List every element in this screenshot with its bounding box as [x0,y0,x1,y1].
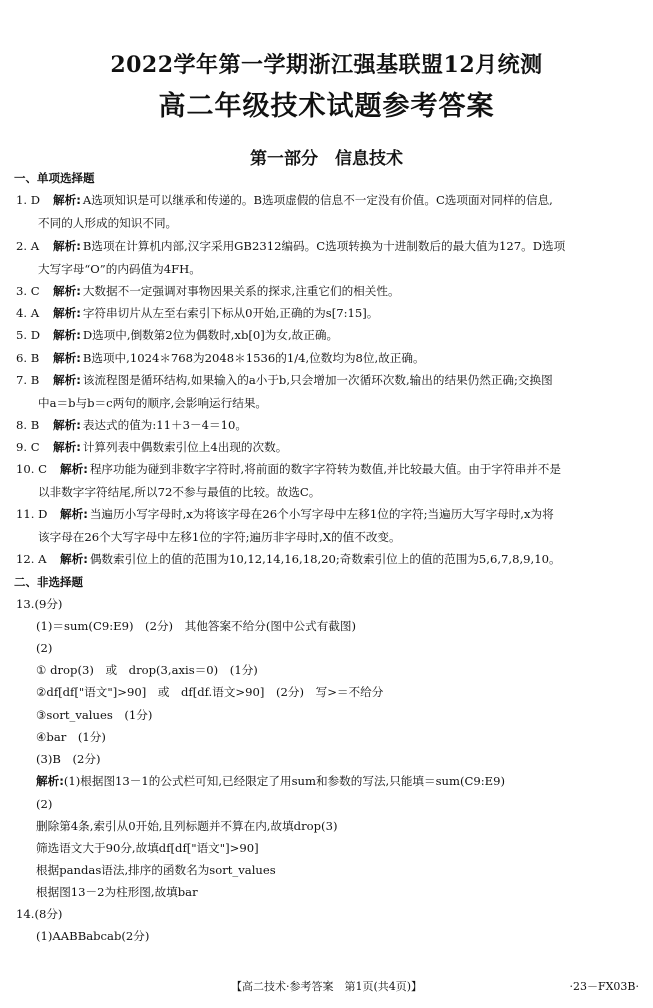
answer-text: (1)＝sum(C9:E9) (2分) 其他答案不给分(图中公式有截图) [36,619,357,633]
answer-text: 根据pandas语法,排序的函数名为sort_values [36,863,276,877]
answer-line [16,440,287,454]
answer-line [38,216,177,230]
answer-line [36,708,152,722]
answer-line [38,396,267,410]
answer-line [36,685,383,699]
explanation-label: 解析: [53,373,81,387]
answer-line [36,641,52,655]
explanation-text: 大写字母“O”的内码值为4FH。 [38,262,201,276]
question-number: 5. D [16,328,41,342]
answer-text: 删除第4条,索引从0开始,且列标题并不算在内,故填drop(3) [36,819,338,833]
answer-line [38,530,401,544]
question-number: 2. A [16,239,40,253]
question-number: 6. B [16,351,40,365]
answer-line [36,819,337,833]
section-title: 第一部分 信息技术 [250,149,403,169]
question-number: 12. A [16,552,47,566]
explanation-text: 表达式的值为:11＋3－4＝10。 [82,418,247,432]
answer-line [36,797,52,811]
explanation-label: 解析: [53,440,81,454]
answer-text: (3)B (2分) [36,752,101,766]
question-number: 7. B [16,373,40,387]
answer-line [16,507,554,521]
exam-subtitle: 高二年级技术试题参考答案 [158,91,495,122]
explanation-label: 解析: [53,351,81,365]
explanation-text: 字符串切片从左至右索引下标从0开始,正确的为s[7:15]。 [82,306,379,320]
answer-text: ④bar (1分) [36,730,106,744]
answer-line [16,351,425,365]
explanation-text: 当遍历小写字母时,x为将该字母在26个小写字母中左移1位的字符;当遍历大写字母时,x为将 [89,507,554,521]
explanation-text: 偶数索引位上的值的范围为10,12,14,16,18,20;奇数索引位上的值的范围为5,6,7,8,9,10。 [89,552,561,566]
answer-text: ②df[df["语文"]>90] 或 df[df.语文>90] (2分) 写>＝不给分 [36,685,384,699]
part2-heading: 二、非选择题 [14,575,83,589]
explanation-text: D选项中,倒数第2位为偶数时,xb[0]为女,故正确。 [82,328,339,342]
explanation-label: 解析: [36,774,64,788]
answer-line [16,239,565,253]
explanation-label: 解析: [53,328,81,342]
explanation-label: 解析: [53,239,81,253]
answer-text: (2) [36,797,53,811]
question-number: 4. A [16,306,40,320]
answer-line [38,262,201,276]
explanation-label: 解析: [53,306,81,320]
answer-line [16,284,400,298]
explanation-text: B选项中,1024＊768为2048＊1536的1/4,位数均为8位,故正确。 [82,351,425,365]
answer-text: ③sort_values (1分) [36,708,153,722]
answer-line [38,485,320,499]
footer-code: ·23－FX03B· [569,980,639,993]
answer-text: 筛选语文大于90分,故填df[df["语文"]>90] [36,841,259,855]
explanation-text: 以非数字字符结尾,所以72不参与最值的比较。故选C。 [38,485,321,499]
answer-line [36,774,505,788]
footer-page-info: 【高二技术·参考答案 第1页(共4页)】 [230,980,423,993]
explanation-text: 大数据不一定强调对事物因果关系的探求,注重它们的相关性。 [82,284,400,298]
explanation-text: 该流程图是循环结构,如果输入的a小于b,只会增加一次循环次数,输出的结果仍然正确;交换图 [82,373,553,387]
answer-text: ① drop(3) 或 drop(3,axis＝0) (1分) [36,663,258,677]
answer-line [16,462,561,476]
answer-line [36,663,258,677]
answer-line [36,885,198,899]
part1-heading: 一、单项选择题 [14,171,95,185]
answer-line [16,328,338,342]
explanation-text: 不同的人形成的知识不同。 [38,216,178,230]
answer-line [16,597,62,611]
answer-line [16,907,62,921]
question-number: 8. B [16,418,40,432]
explanation-text: A选项知识是可以继承和传递的。B选项虚假的信息不一定没有价值。C选项面对同样的信息, [82,193,553,207]
explanation-text: 计算列表中偶数索引位上4出现的次数。 [82,440,288,454]
answer-text: (1)根据图13－1的公式栏可知,已经限定了用sum和参数的写法,只能填＝sum(C9:E9) [63,774,506,788]
answer-text: (2) [36,641,53,655]
question-number: 11. D [16,507,48,521]
explanation-label: 解析: [53,284,81,298]
question-number: 3. C [16,284,40,298]
answer-line [36,730,106,744]
explanation-label: 解析: [60,462,88,476]
answer-line [16,418,247,432]
answer-line [36,752,101,766]
answer-line [36,863,276,877]
explanation-label: 解析: [53,418,81,432]
answer-text: (1)AABBabcab(2分) [36,929,150,943]
answer-line [16,306,378,320]
answer-line [16,373,553,387]
question-number: 1. D [16,193,41,207]
explanation-text: 程序功能为碰到非数字字符时,将前面的数字字符转为数值,并比较最大值。由于字符串并不是 [89,462,561,476]
explanation-label: 解析: [60,552,88,566]
explanation-text: 中a＝b与b＝c两句的顺序,会影响运行结果。 [38,396,268,410]
answer-line [16,193,553,207]
exam-title: 2022学年第一学期浙江强基联盟12月统测 [110,52,543,78]
explanation-label: 解析: [53,193,81,207]
explanation-label: 解析: [60,507,88,521]
question-number: 10. C [16,462,47,476]
answer-line [36,929,149,943]
answer-text: 根据图13－2为柱形图,故填bar [36,885,198,899]
explanation-text: B选项在计算机内部,汉字采用GB2312编码。C选项转换为十进制数后的最大值为127。D选项 [82,239,566,253]
explanation-text: 该字母在26个大写字母中左移1位的字符;遍历非字母时,X的值不改变。 [38,530,401,544]
question-number: 9. C [16,440,40,454]
answer-line [16,552,561,566]
answer-line [36,841,259,855]
answer-text: 13.(9分) [16,597,63,611]
answer-text: 14.(8分) [16,907,63,921]
answer-line [36,619,356,633]
